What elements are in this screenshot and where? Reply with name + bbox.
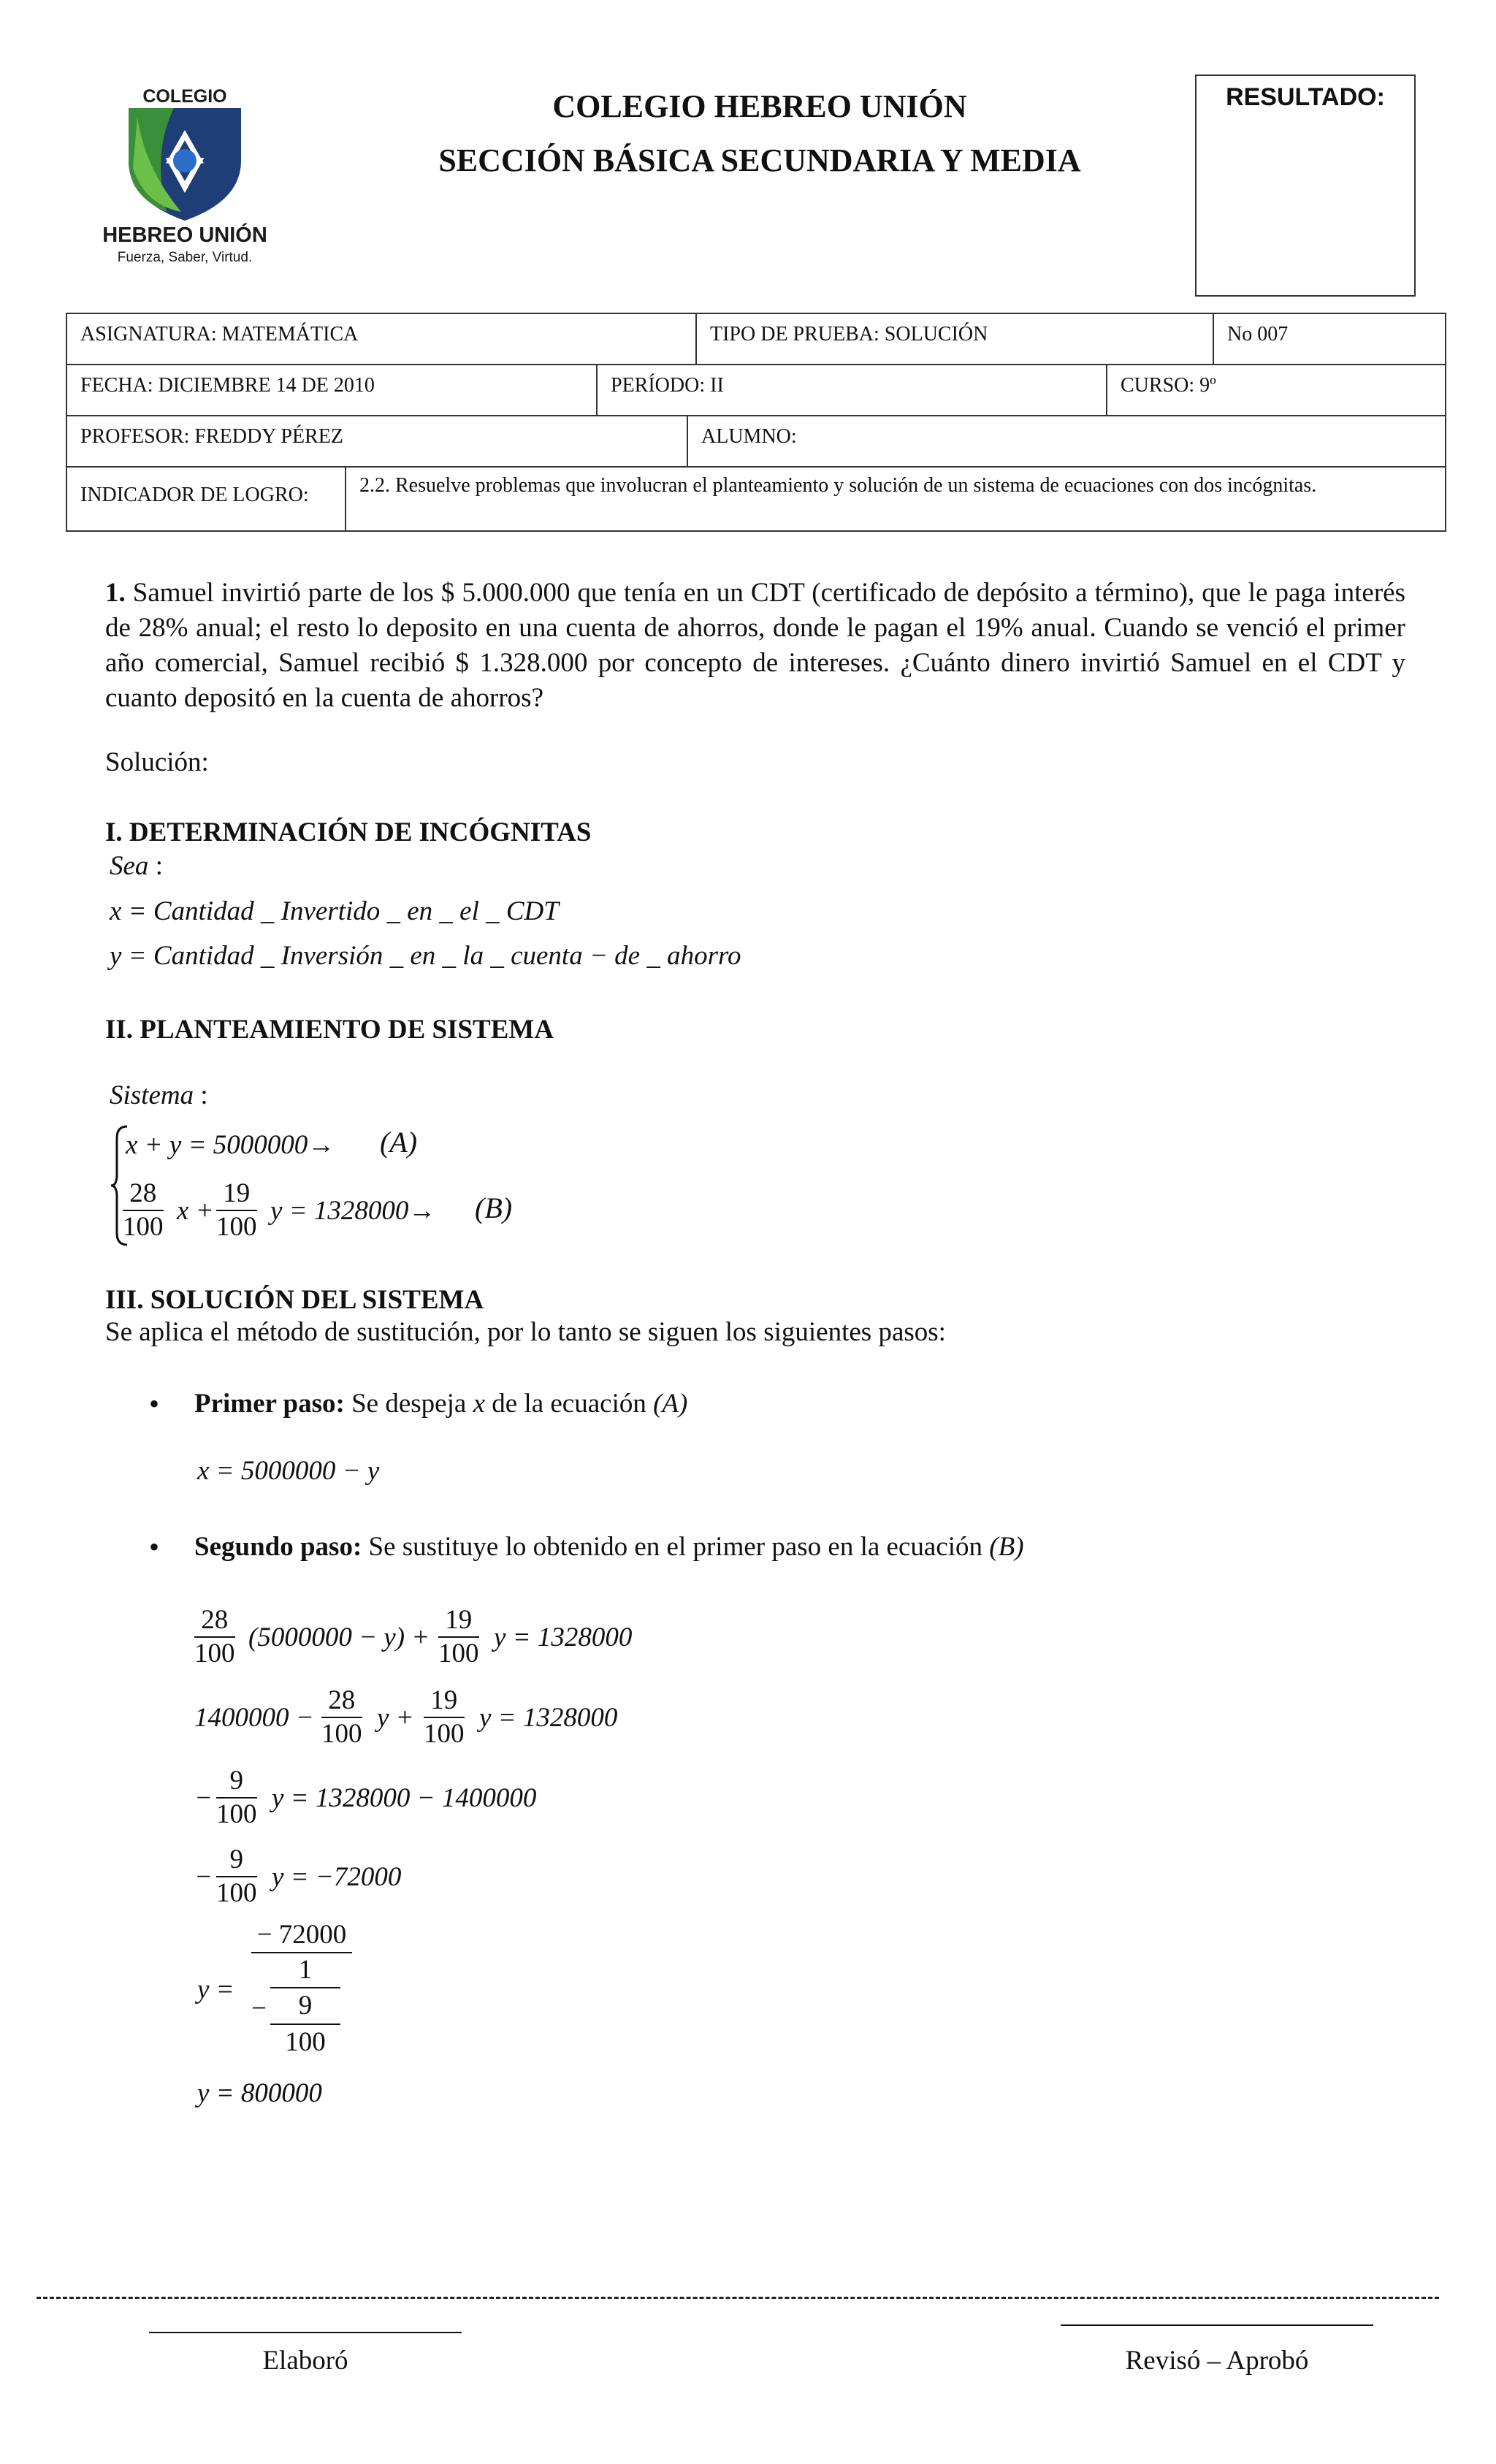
alumno-cell: ALUMNO:: [701, 425, 797, 448]
line5-one: 1: [298, 1955, 313, 1985]
line4-fraction: [216, 1844, 257, 1910]
x-definition: x = Cantidad _ Invertido _ en _ el _ CDT: [110, 896, 559, 926]
line2-start: 1400000 −: [194, 1703, 314, 1733]
elaboro-label: Elaboró: [262, 2346, 348, 2376]
sea-colon: :: [155, 851, 163, 881]
eq-b-num1: 28: [123, 1178, 164, 1211]
line1-den1: 100: [194, 1639, 235, 1668]
step1-text2: de la ecuación: [492, 1389, 646, 1419]
line6-result: y = 800000: [197, 2078, 322, 2108]
result-box: [1195, 75, 1416, 297]
step1-var: x: [473, 1389, 485, 1419]
line2-num2: 19: [424, 1685, 465, 1718]
line2-fraction-1: [321, 1685, 362, 1750]
info-row-2: [67, 365, 1445, 416]
line4-num: 9: [216, 1844, 257, 1877]
eq-b-num2: 19: [216, 1178, 257, 1211]
equation-a-label: (A): [380, 1126, 418, 1159]
line3-fraction: [216, 1765, 257, 1831]
line5-inner-num: 9: [270, 1987, 340, 2024]
line5-compound-fraction: [251, 1918, 352, 2063]
problem-statement: [105, 576, 1405, 716]
section-title: SECCIÓN BÁSICA SECUNDARIA Y MEDIA: [438, 142, 1081, 178]
step1-equation: x = 5000000 − y: [197, 1456, 380, 1486]
cut-line: [37, 2297, 1439, 2299]
sea-word: Sea: [110, 851, 149, 881]
step2-line: [194, 1531, 1024, 1563]
curso-cell: CURSO: 9º: [1121, 374, 1216, 397]
sistema-word: Sistema: [110, 1080, 194, 1110]
eq-b-den1: 100: [123, 1212, 164, 1242]
info-row-4: [67, 468, 1445, 530]
line5-inner-fraction: [270, 1953, 340, 2060]
reviso-signature-line: [1061, 2324, 1373, 2326]
step1-ref: (A): [653, 1389, 688, 1419]
line5-minus: −: [251, 1994, 267, 2024]
periodo-cell: PERÍODO: II: [598, 365, 1107, 415]
line1-fraction-2: [438, 1604, 479, 1670]
info-row-3: [67, 416, 1445, 468]
indicador-label-cell: INDICADOR DE LOGRO:: [67, 468, 346, 530]
step1-text: Se despeja: [351, 1389, 467, 1419]
line3-den: 100: [216, 1799, 257, 1829]
line1-den2: 100: [438, 1639, 479, 1668]
line5-denominator: [251, 1953, 352, 2063]
equation-b-label: (B): [475, 1191, 513, 1224]
solution-label: Solución:: [105, 747, 209, 777]
tipo-prueba-cell: TIPO DE PRUEBA: SOLUCIÓN: [697, 314, 1214, 364]
line5-y: y =: [197, 1975, 234, 2005]
info-row-1: [67, 314, 1445, 365]
eq-b-den2: 100: [216, 1212, 257, 1242]
indicador-text-cell: 2.2. Resuelve problemas que involucran el planteamiento y solución de un sistema de ecuaciones con dos incógnitas.: [359, 474, 1317, 497]
eq-b-fraction-2: [216, 1178, 257, 1243]
info-table: [66, 313, 1446, 532]
sistema-line: [110, 1080, 208, 1111]
step2-ref: (B): [989, 1532, 1024, 1562]
equation-a: x + y = 5000000→: [126, 1130, 335, 1160]
numero-cell: No 007: [1227, 323, 1289, 346]
profesor-cell: PROFESOR: FREDDY PÉREZ: [67, 416, 688, 466]
section3-heading: III. SOLUCIÓN DEL SISTEMA: [105, 1285, 484, 1315]
line1-end: y = 1328000: [494, 1622, 633, 1652]
line5-numerator: − 72000: [251, 1918, 352, 1953]
sistema-colon: :: [200, 1080, 208, 1110]
step2-bold: Segundo paso:: [194, 1532, 362, 1562]
sea-line: [110, 850, 163, 882]
line2-num1: 28: [321, 1685, 362, 1718]
step2-text: Se sustituye lo obtenido en el primer paso en la ecuación: [368, 1532, 983, 1562]
line5-inner-den: 100: [270, 2024, 340, 2060]
line2-den2: 100: [424, 1719, 465, 1749]
school-logo: [86, 86, 283, 270]
y-definition: y = Cantidad _ Inversión _ en _ la _ cuenta − de _ ahorro: [110, 941, 741, 971]
line4-minus: −: [194, 1862, 213, 1892]
line1-num2: 19: [438, 1604, 479, 1638]
eq-b-fraction-1: [123, 1178, 164, 1243]
line1-mid: (5000000 − y) +: [248, 1622, 430, 1652]
line3-minus: −: [194, 1783, 213, 1813]
step1-bold: Primer paso:: [194, 1389, 345, 1419]
problem-number: 1.: [105, 578, 126, 608]
problem-text: Samuel invirtió parte de los $ 5.000.000 que tenía en un CDT (certificado de depósito a término), que le paga interés de 28% anual; el resto lo deposito en una cuenta de ahorros, donde le pagan el 19% anual. Cuando se venció el primer año comercial, Samuel recibió $ 1.328.000 por concepto de intereses. ¿Cuánto dinero invirtió Samuel en el CDT y cuanto depositó en la cuenta de ahorros?: [105, 578, 1405, 713]
reviso-label: Revisó – Aprobó: [1125, 2346, 1309, 2376]
line2-den1: 100: [321, 1719, 362, 1749]
result-label: RESULTADO:: [1226, 83, 1385, 111]
line1-fraction-1: [194, 1604, 235, 1670]
line2-fraction-2: [424, 1685, 465, 1750]
asignatura-cell: ASIGNATURA: MATEMÁTICA: [67, 314, 697, 364]
bullet-1: •: [149, 1387, 160, 1420]
section2-heading: II. PLANTEAMIENTO DE SISTEMA: [105, 1015, 554, 1045]
bullet-2: •: [149, 1530, 160, 1563]
logo-school-name: HEBREO UNIÓN: [102, 224, 267, 247]
logo-motto: Fuerza, Saber, Virtud.: [117, 250, 253, 265]
step1-line: [194, 1388, 687, 1419]
line3-end: y = 1328000 − 1400000: [272, 1783, 537, 1813]
line4-end: y = −72000: [272, 1862, 402, 1892]
line3-num: 9: [216, 1765, 257, 1799]
eq-b-end: y = 1328000→: [270, 1196, 436, 1226]
shield-star-icon: [123, 102, 247, 223]
fecha-cell: FECHA: DICIEMBRE 14 DE 2010: [67, 365, 598, 415]
line2-end: y = 1328000: [479, 1703, 618, 1733]
school-title: COLEGIO HEBREO UNIÓN: [552, 88, 967, 124]
line4-den: 100: [216, 1878, 257, 1908]
elaboro-signature-line: [149, 2332, 462, 2333]
section1-heading: I. DETERMINACIÓN DE INCÓGNITAS: [105, 817, 592, 847]
section3-intro: Se aplica el método de sustitución, por lo tanto se siguen los siguientes pasos:: [105, 1317, 946, 1347]
line1-num1: 28: [194, 1604, 235, 1638]
line2-mid: y +: [377, 1703, 414, 1733]
eq-b-mid: x +: [177, 1196, 214, 1226]
logo-top-text: COLEGIO: [142, 86, 227, 107]
